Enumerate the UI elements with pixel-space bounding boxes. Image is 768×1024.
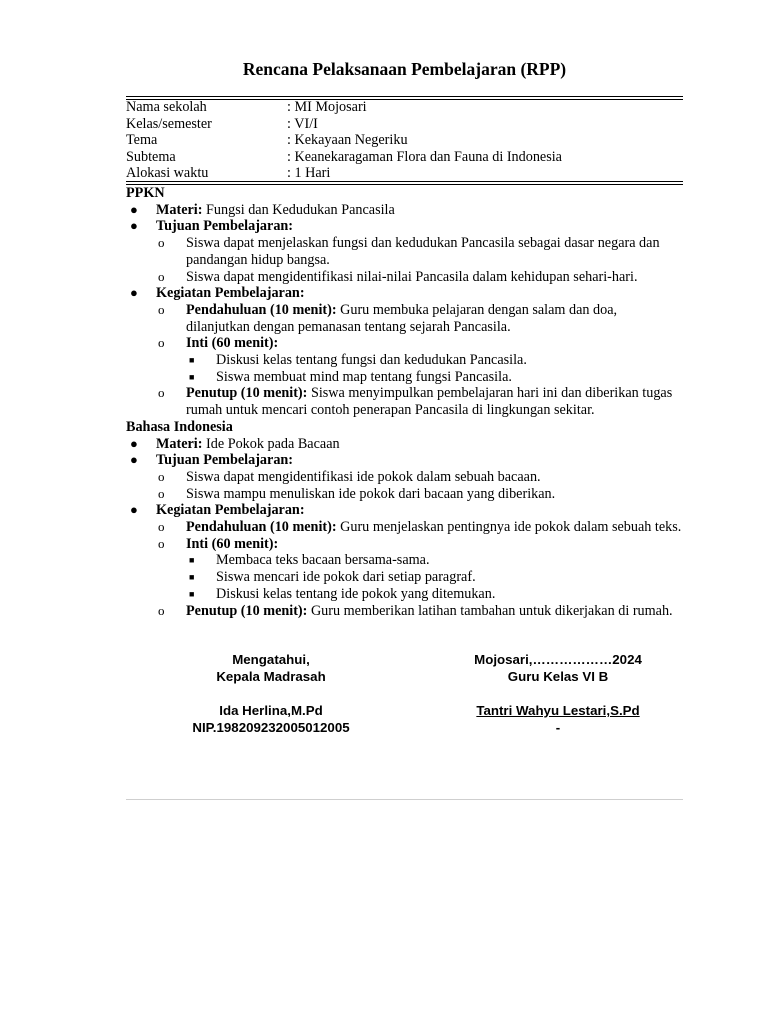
list-item-kegiatan — [126, 285, 683, 302]
lesson-content — [126, 185, 683, 619]
info-value: : 1 Hari — [287, 165, 331, 182]
square-bullet-icon: ■ — [189, 588, 195, 599]
signature-space — [462, 685, 654, 702]
list-item-tujuan — [126, 218, 683, 235]
bullet-icon: ● — [130, 452, 138, 468]
header-rule-bottom-1 — [126, 181, 683, 182]
circle-bullet-icon: o — [158, 301, 165, 317]
principal-name: Ida Herlina,M.Pd — [219, 703, 323, 718]
kegiatan-label: Kegiatan Pembelajaran: — [156, 285, 305, 302]
info-value: : MI Mojosari — [287, 99, 367, 115]
penutup-text: Siswa menyimpulkan pembelajaran hari ini dan diberikan tugas rumah untuk mencari contoh penerapan Pancasila di lingkungan sekitar. — [186, 385, 673, 419]
tujuan-label: Tujuan Pembelajaran: — [156, 452, 294, 469]
section-heading-bahasa-indonesia: Bahasa Indonesia — [126, 418, 233, 435]
square-bullet-icon: ■ — [189, 371, 195, 382]
tujuan-text: Siswa dapat mengidentifikasi nilai-nilai Pancasila dalam kehidupan sehari-hari. — [186, 268, 638, 285]
principal-title: Kepala Madrasah — [216, 669, 326, 684]
info-label: Kelas/semester — [126, 115, 212, 132]
list-item-penutup — [126, 603, 683, 620]
bullet-icon: ● — [130, 435, 138, 451]
square-bullet-icon: ■ — [189, 355, 195, 366]
tujuan-label: Tujuan Pembelajaran: — [156, 218, 294, 235]
list-item-inti — [126, 536, 683, 553]
penutup-text: Guru memberikan latihan tambahan untuk dikerjakan di rumah. — [307, 602, 673, 619]
bullet-icon: ● — [130, 285, 138, 301]
tujuan-text: Siswa dapat menjelaskan fungsi dan kedudukan Pancasila sebagai dasar negara dan pandangan hidup bangsa. — [186, 235, 660, 268]
pendahuluan-text: Guru menjelaskan pentingnya ide pokok dalam sebuah teks. — [336, 519, 682, 536]
principal-nip: NIP.198209232005012005 — [192, 720, 350, 735]
teacher-title: Guru Kelas VI B — [507, 669, 609, 684]
list-item-tujuan — [126, 452, 683, 469]
inti-label: Inti (60 menit): — [186, 335, 279, 352]
circle-bullet-icon: o — [158, 535, 165, 551]
bullet-icon: ● — [130, 201, 138, 217]
list-item-inti-point — [126, 569, 683, 586]
info-row-school — [126, 99, 683, 116]
penutup-label: Penutup (10 menit): — [186, 602, 308, 619]
info-label: Subtema — [126, 148, 176, 165]
info-label: Alokasi waktu — [126, 165, 209, 182]
list-item-inti-point — [126, 552, 683, 569]
pendahuluan-label: Pendahuluan (10 menit): — [186, 519, 337, 536]
place-date: Mojosari,………………2024 — [474, 652, 642, 667]
materi-text: Fungsi dan Kedudukan Pancasila — [202, 201, 395, 218]
signature-principal — [162, 651, 380, 736]
list-item-inti-point — [126, 369, 683, 386]
inti-text: Siswa membuat mind map tentang fungsi Pancasila. — [216, 368, 512, 385]
list-item-materi — [126, 436, 683, 453]
info-value: : Keanekaragaman Flora dan Fauna di Indonesia — [287, 148, 562, 165]
info-row-subtheme — [126, 149, 683, 166]
info-value: : VI/I — [287, 115, 318, 132]
signature-teacher — [462, 651, 654, 736]
inti-text: Membaca teks bacaan bersama-sama. — [216, 552, 430, 569]
tujuan-text: Siswa dapat mengidentifikasi ide pokok dalam sebuah bacaan. — [186, 468, 541, 485]
document-title: Rencana Pelaksanaan Pembelajaran (RPP) — [242, 59, 567, 79]
penutup-label: Penutup (10 menit): — [186, 385, 308, 402]
circle-bullet-icon: o — [158, 468, 165, 484]
tujuan-text: Siswa mampu menuliskan ide pokok dari bacaan yang diberikan. — [186, 485, 556, 502]
circle-bullet-icon: o — [158, 268, 165, 284]
list-item-pendahuluan — [126, 519, 683, 536]
inti-text: Diskusi kelas tentang fungsi dan kedudukan Pancasila. — [216, 352, 527, 369]
inti-text: Diskusi kelas tentang ide pokok yang ditemukan. — [216, 585, 496, 602]
acknowledged-label: Mengatahui, — [232, 652, 310, 667]
list-item-inti-point — [126, 586, 683, 603]
kegiatan-label: Kegiatan Pembelajaran: — [156, 502, 305, 519]
circle-bullet-icon: o — [158, 519, 165, 535]
list-item-inti-point — [126, 352, 683, 369]
list-item-tujuan-point — [126, 469, 683, 486]
info-label: Nama sekolah — [126, 99, 207, 115]
header-rule-top-1 — [126, 96, 683, 97]
list-item-tujuan-point — [126, 235, 683, 268]
materi-text: Ide Pokok pada Bacaan — [202, 435, 340, 452]
circle-bullet-icon: o — [158, 485, 165, 501]
list-item-tujuan-point — [126, 486, 683, 503]
list-item-penutup — [126, 385, 683, 418]
pendahuluan-text: Guru membuka pelajaran dengan salam dan doa, dilanjutkan dengan pemanasan tentang sejarah Pancasila. — [186, 301, 618, 335]
list-item-inti — [126, 335, 683, 352]
circle-bullet-icon: o — [158, 335, 165, 351]
info-value: : Kekayaan Negeriku — [287, 132, 408, 149]
materi-label: Materi: — [156, 435, 203, 452]
info-row-theme — [126, 132, 683, 149]
info-row-class — [126, 116, 683, 133]
section-heading-ppkn: PPKN — [126, 185, 165, 201]
bullet-icon: ● — [130, 218, 138, 234]
list-item-pendahuluan — [126, 302, 683, 335]
teacher-nip: - — [555, 720, 561, 735]
list-item-kegiatan — [126, 502, 683, 519]
square-bullet-icon: ■ — [189, 555, 195, 566]
page-footer-rule — [126, 799, 683, 800]
teacher-name: Tantri Wahyu Lestari,S.Pd — [476, 703, 640, 718]
info-label: Tema — [126, 132, 158, 149]
circle-bullet-icon: o — [158, 602, 165, 618]
circle-bullet-icon: o — [158, 235, 165, 251]
list-item-materi — [126, 202, 683, 219]
inti-label: Inti (60 menit): — [186, 535, 279, 552]
materi-label: Materi: — [156, 201, 203, 218]
list-item-tujuan-point — [126, 269, 683, 286]
circle-bullet-icon: o — [158, 385, 165, 401]
pendahuluan-label: Pendahuluan (10 menit): — [186, 301, 337, 318]
info-row-time — [126, 165, 683, 182]
info-table — [126, 99, 683, 182]
signature-space — [162, 685, 380, 702]
inti-text: Siswa mencari ide pokok dari setiap paragraf. — [216, 569, 476, 586]
square-bullet-icon: ■ — [189, 572, 195, 583]
bullet-icon: ● — [130, 502, 138, 518]
